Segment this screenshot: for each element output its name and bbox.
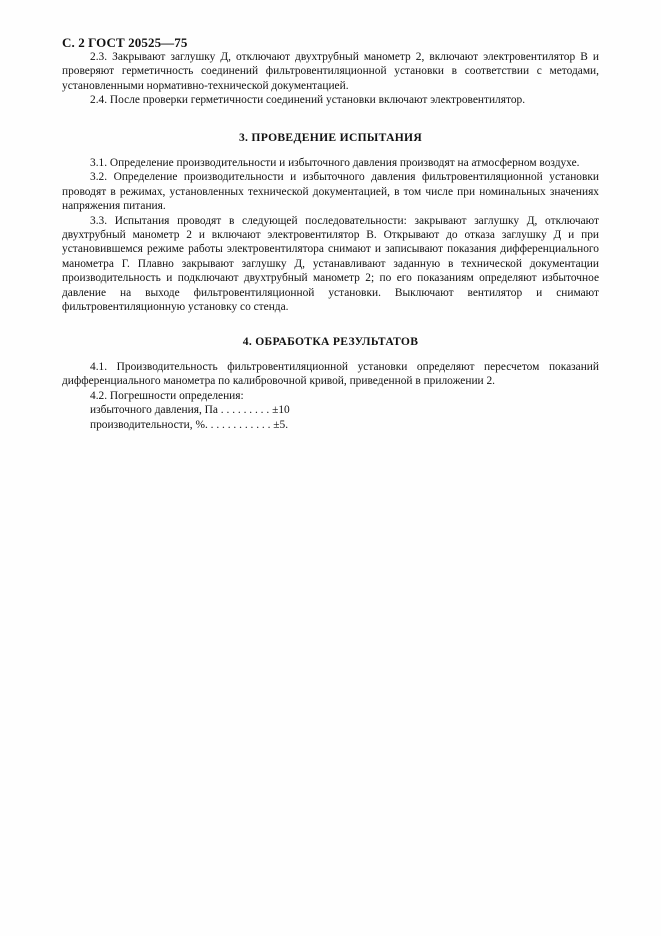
paragraph-4-2: 4.2. Погрешности определения: (90, 389, 244, 402)
tolerance-label: производительности, % (90, 418, 205, 431)
paragraph-2-3: 2.3. Закрывают заглушку Д, отключают двухтрубный манометр 2, включают электровентилятор В и проверяют герметичность соединений фильтровентиляционной установки в соответствии с методами, установленными нормативно-технической документацией. (62, 51, 599, 92)
section-4-body (62, 360, 599, 432)
page-header: С. 2 ГОСТ 20525—75 (62, 35, 188, 50)
tolerance-label: избыточного давления, Па (90, 404, 218, 417)
section-4-heading: 4. ОБРАБОТКА РЕЗУЛЬТАТОВ (242, 335, 419, 348)
paragraph-3-3: 3.3. Испытания проводят в следующей последовательности: закрывают заглушку Д, отключают двухтрубный манометр 2 и включают электровентилятор В. Открывают до отказа заглушку Д и при установившемся режиме работы электровентилятора снимают и записывают показания дифференциального манометра Г. Плавно закрывают заглушку Д, устанавливают заданную в технической документации производительность и подключают двухтрубный манометр 2; по его показаниям определяют избыточное давление на выходе фильтровентиляционной установки. Выключают вентилятор и снимают фильтровентиляционную установку со стенда. (62, 214, 599, 314)
section-3-heading: 3. ПРОВЕДЕНИЕ ИСПЫТАНИЯ (238, 131, 423, 144)
tolerance-value: ±10 (272, 404, 290, 417)
paragraph-3-2: 3.2. Определение производительности и избыточного давления фильтровентиляционной установки проводят в режимах, установленных технической документацией, в том числе при номинальных значениях напряжения питания. (62, 171, 599, 213)
paragraph-4-1: 4.1. Производительность фильтровентиляционной установки определяют пересчетом показаний дифференциального манометра по калибровочной кривой, приведенной в приложении 2. (62, 361, 599, 388)
section-2-continuation (62, 50, 599, 108)
section-3-body (62, 156, 599, 314)
tolerance-leader: . . . . . . . . . . . . (204, 418, 274, 431)
tolerance-row-capacity (62, 418, 599, 432)
paragraph-2-4: 2.4. После проверки герметичности соединений установки включают электровентилятор. (90, 94, 526, 107)
paragraph-3-1: 3.1. Определение производительности и избыточного давления производят на атмосферном воздухе. (90, 157, 580, 169)
tolerance-value: ±5. (273, 418, 289, 431)
tolerance-row-pressure (62, 403, 599, 417)
tolerance-leader: . . . . . . . . . (217, 404, 273, 417)
